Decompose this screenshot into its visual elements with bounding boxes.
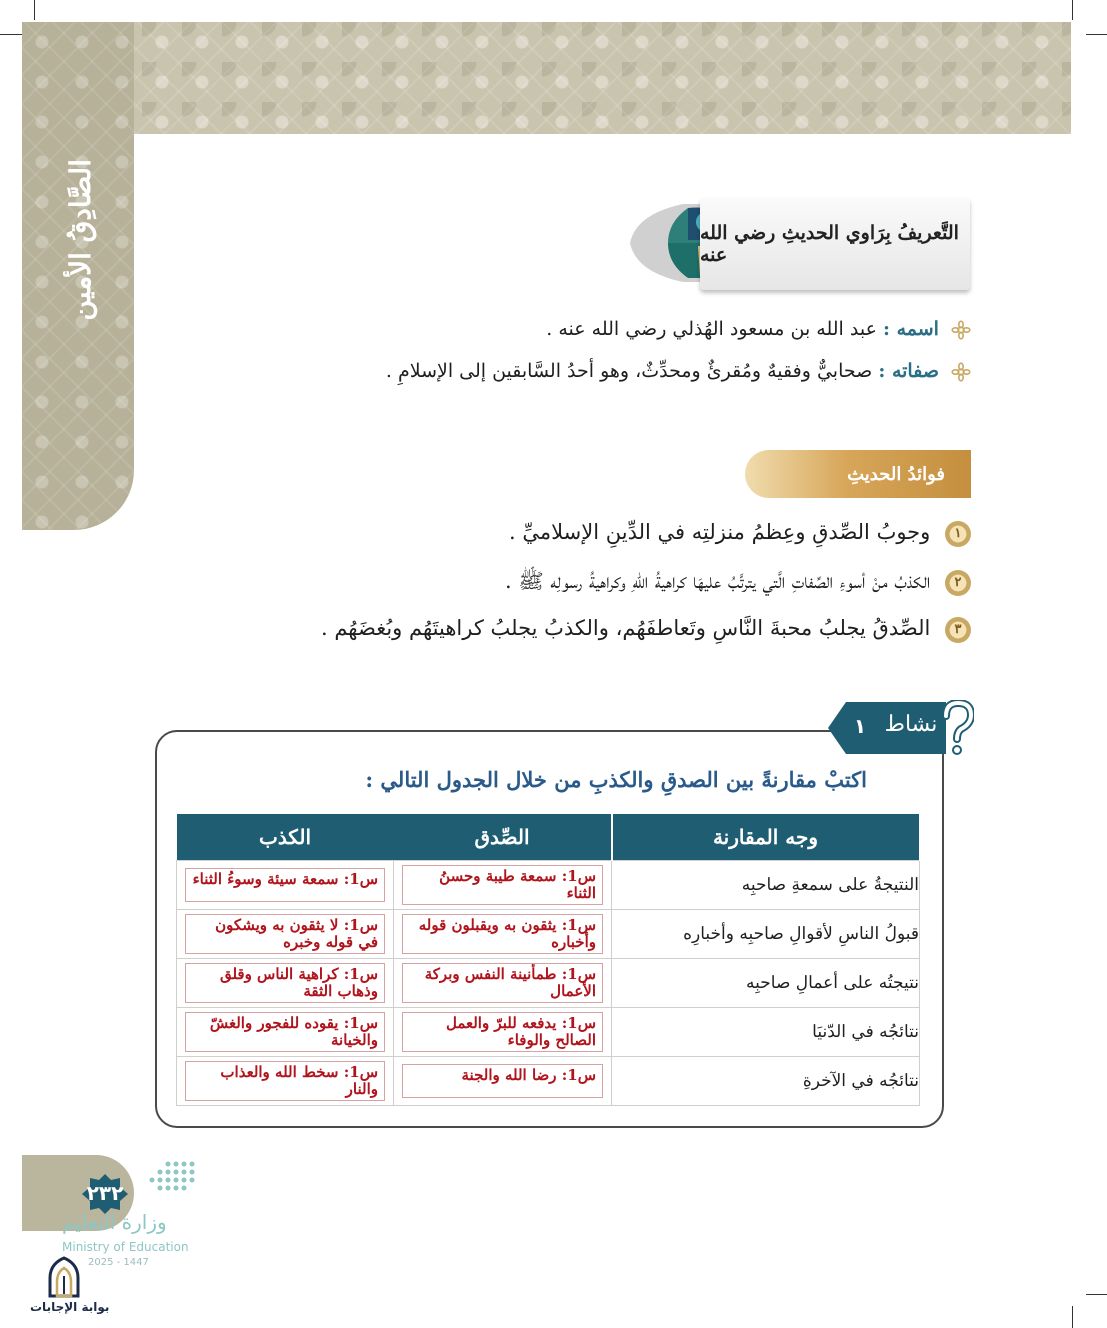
flower-bullet-icon	[951, 320, 971, 340]
truth-cell	[394, 1008, 612, 1057]
table-row	[177, 1057, 920, 1106]
section-header-title: التَّعريفُ بِرَاوي الحديثِ رضي الله عنه	[700, 222, 959, 266]
row-aspect: نتائجُه في الآخرةِ	[612, 1057, 920, 1106]
activity-number: ١	[853, 714, 867, 738]
benefits-tab	[745, 450, 971, 498]
benefit-number: ٢	[945, 570, 971, 596]
table-header-lie: الكذب	[177, 814, 394, 861]
flower-bullet-icon	[951, 362, 971, 382]
lie-cell	[177, 861, 394, 910]
table-row	[177, 1008, 920, 1057]
benefit-text: وجوبُ الصِّدقِ وعِظمُ منزلتِه في الدِّينِ الإسلاميِّ .	[509, 520, 931, 544]
top-decor-band	[22, 22, 1071, 134]
crop-mark	[34, 0, 35, 20]
benefit-text: الصِّدقُ يجلبُ محبةَ النَّاسِ وتَعاطفَهُم، والكذبُ يجلبُ كراهيتَهُم وبُغضَهُم .	[320, 616, 931, 640]
truth-cell	[394, 861, 612, 910]
question-mark-icon	[940, 700, 974, 758]
ministry-name-en: Ministry of Education	[62, 1240, 189, 1254]
narrator-traits-value: صحابيٌّ وفقيهٌ ومُقرئٌ ومحدِّثٌ، وهو أحدُ السَّابقين إلى الإسلامِ .	[385, 360, 873, 382]
benefit-item	[321, 616, 971, 643]
ministry-year: 2025 - 1447	[88, 1257, 149, 1268]
lie-cell	[177, 1057, 394, 1106]
table-header-truth: الصِّدق	[394, 814, 612, 861]
table-header-row	[177, 814, 920, 861]
lie-answer-field[interactable]: س1: لا يثقون به ويشكون في قوله وخبره	[185, 914, 385, 954]
ministry-name-ar: وزارة التعليم	[62, 1210, 167, 1234]
row-aspect: قبولُ الناسِ لأقوالِ صاحبِه وأخبارِه	[612, 910, 920, 959]
table-header-aspect: وجه المقارنة	[612, 814, 920, 861]
portal-logo-icon	[44, 1256, 84, 1298]
crop-mark	[1072, 0, 1073, 20]
truth-cell	[394, 910, 612, 959]
crop-mark	[0, 34, 22, 35]
section-header-banner	[700, 198, 970, 290]
lie-answer-field[interactable]: س1: يقوده للفجور والغشّ والخيانة	[185, 1012, 385, 1052]
truth-answer-field[interactable]: س1: يثقون به ويقبلون قوله وأخباره	[402, 914, 603, 954]
lie-answer-field[interactable]: س1: كراهية الناس وقلق وذهاب الثقة	[185, 963, 385, 1003]
chapter-title-text: الصَّادِقُ الأمين	[63, 159, 97, 321]
table-row	[177, 959, 920, 1008]
truth-cell	[394, 959, 612, 1008]
truth-answer-field[interactable]: س1: سمعة طيبة وحسنُ الثناء	[402, 865, 603, 905]
truth-answer-field[interactable]: س1: يدفعه للبرّ والعمل الصالح والوفاء	[402, 1012, 603, 1052]
narrator-traits-line	[386, 360, 971, 382]
benefits-tab-label: فوائدُ الحديثِ	[847, 463, 945, 485]
row-aspect: نتيجتُه على أعمالِ صاحبِه	[612, 959, 920, 1008]
comparison-table	[176, 814, 921, 1106]
lie-cell	[177, 910, 394, 959]
page-number: ٢٣٢	[86, 1181, 124, 1205]
crop-mark	[1086, 1294, 1107, 1295]
narrator-name-line	[546, 318, 971, 340]
benefit-number: ١	[945, 521, 971, 547]
row-aspect: نتائجُه في الدّنيَا	[612, 1008, 920, 1057]
row-aspect: النتيجةُ على سمعةِ صاحبِه	[612, 861, 920, 910]
table-row	[177, 861, 920, 910]
narrator-name-value: عبد الله بن مسعود الهُذلي رضي الله عنه .	[546, 318, 877, 340]
benefit-text: الكذبُ منْ أسوءِ الصِّفاتِ الَّتي يترتَّبُ عليهَا كراهيةُ اللهِ وكراهيةُ رسولِه ﷺ .	[505, 569, 931, 593]
ministry-logo-icon	[132, 1160, 198, 1200]
crop-mark	[1086, 34, 1107, 35]
table-row	[177, 910, 920, 959]
activity-label: نشاط	[884, 712, 938, 737]
narrator-name-label: اسمه :	[882, 318, 939, 340]
lie-cell	[177, 1008, 394, 1057]
activity-instruction: اكتبْ مقارنةً بين الصدقِ والكذبِ من خلال الجدول التالي :	[365, 767, 867, 792]
truth-answer-field[interactable]: س1: طمأنينة النفس وبركة الأعمال	[402, 963, 603, 1003]
portal-name: بوابة الإجابات	[30, 1300, 110, 1314]
lie-answer-field[interactable]: س1: سخط الله والعذاب والنار	[185, 1061, 385, 1101]
truth-answer-field[interactable]: س1: رضا الله والجنة	[402, 1064, 603, 1098]
benefit-item	[509, 520, 971, 547]
chapter-title	[30, 140, 130, 340]
lie-answer-field[interactable]: س1: سمعة سيئة وسوءُ الثناء	[185, 868, 385, 902]
benefit-item	[505, 568, 971, 599]
crop-mark	[1072, 1306, 1073, 1328]
narrator-traits-label: صفاته :	[878, 360, 939, 382]
truth-cell	[394, 1057, 612, 1106]
benefit-number: ٣	[945, 617, 971, 643]
lie-cell	[177, 959, 394, 1008]
